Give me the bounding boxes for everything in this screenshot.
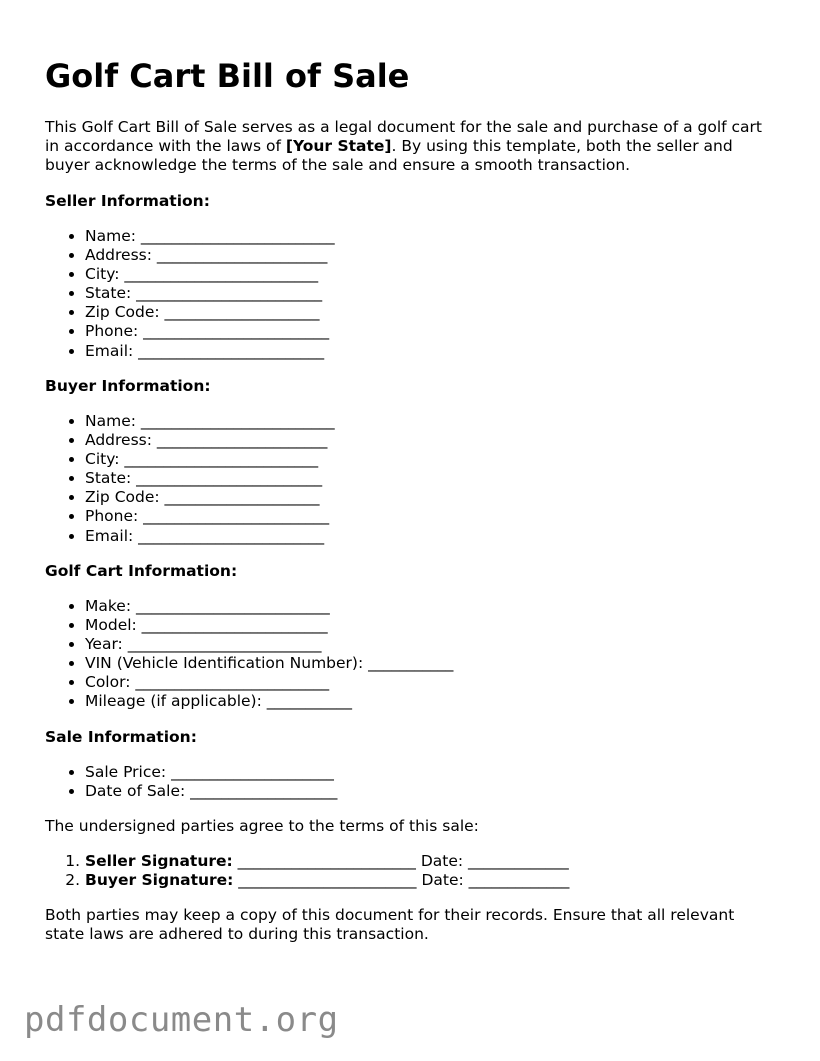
- closing-paragraph: Both parties may keep a copy of this document for their records. Ensure that all relevant state laws are adhered to during this transaction.: [45, 906, 735, 943]
- intro-paragraph: [45, 118, 775, 175]
- site-watermark: pdfdocument.org: [24, 1000, 339, 1040]
- sale-heading: Sale Information:: [45, 728, 197, 746]
- cart-mileage-field: • Mileage (if applicable): ___________: [85, 692, 453, 711]
- agreement-text: The undersigned parties agree to the terms of this sale:: [45, 817, 479, 835]
- buyer-name-field: • Name: _________________________: [85, 412, 335, 431]
- intro-text-end: . By using this template, both the seller and buyer acknowledge the terms of the sale and ensure a smooth transaction.: [45, 137, 733, 174]
- seller-zip-field: • Zip Code: ____________________: [85, 303, 335, 322]
- sale-date-field: • Date of Sale: ___________________: [85, 782, 337, 801]
- seller-signature-label: Seller Signature:: [85, 852, 233, 870]
- document-title: Golf Cart Bill of Sale: [45, 57, 410, 95]
- cart-color-field: • Color: _________________________: [85, 673, 453, 692]
- seller-address-field: • Address: ______________________: [85, 246, 335, 265]
- buyer-heading: Buyer Information:: [45, 377, 211, 395]
- buyer-phone-field: • Phone: ________________________: [85, 507, 335, 526]
- seller-heading: Seller Information:: [45, 192, 210, 210]
- seller-name-field: • Name: _________________________: [85, 227, 335, 246]
- seller-signature-blank: _______________________ Date: _____________: [232, 852, 569, 870]
- seller-fields: [45, 227, 335, 361]
- seller-phone-field: • Phone: ________________________: [85, 322, 335, 341]
- buyer-signature-line: [85, 871, 569, 890]
- signature-list: [45, 852, 569, 890]
- seller-signature-line: [85, 852, 569, 871]
- cart-make-field: • Make: _________________________: [85, 597, 453, 616]
- buyer-state-field: • State: ________________________: [85, 469, 335, 488]
- sale-fields: [45, 763, 337, 801]
- cart-fields: [45, 597, 453, 712]
- sale-price-field: • Sale Price: _____________________: [85, 763, 337, 782]
- seller-state-field: • State: ________________________: [85, 284, 335, 303]
- buyer-signature-label: Buyer Signature:: [85, 871, 234, 890]
- seller-city-field: • City: _________________________: [85, 265, 335, 284]
- buyer-city-field: • City: _________________________: [85, 450, 335, 469]
- buyer-fields: [45, 412, 335, 546]
- buyer-address-field: • Address: ______________________: [85, 431, 335, 450]
- buyer-zip-field: • Zip Code: ____________________: [85, 488, 335, 507]
- intro-text-start: This Golf Cart Bill of Sale serves as a legal document for the sale and purchase of a golf cart in accordance with the laws of: [45, 118, 762, 155]
- cart-heading: Golf Cart Information:: [45, 562, 238, 580]
- cart-vin-field: • VIN (Vehicle Identification Number): ___________: [85, 654, 453, 673]
- seller-email-field: • Email: ________________________: [85, 342, 335, 361]
- buyer-signature-blank: _______________________ Date: _____________: [233, 871, 570, 890]
- cart-year-field: • Year: _________________________: [85, 635, 453, 654]
- buyer-email-field: • Email: ________________________: [85, 527, 335, 546]
- cart-model-field: • Model: ________________________: [85, 616, 453, 635]
- state-placeholder: [Your State]: [285, 137, 392, 155]
